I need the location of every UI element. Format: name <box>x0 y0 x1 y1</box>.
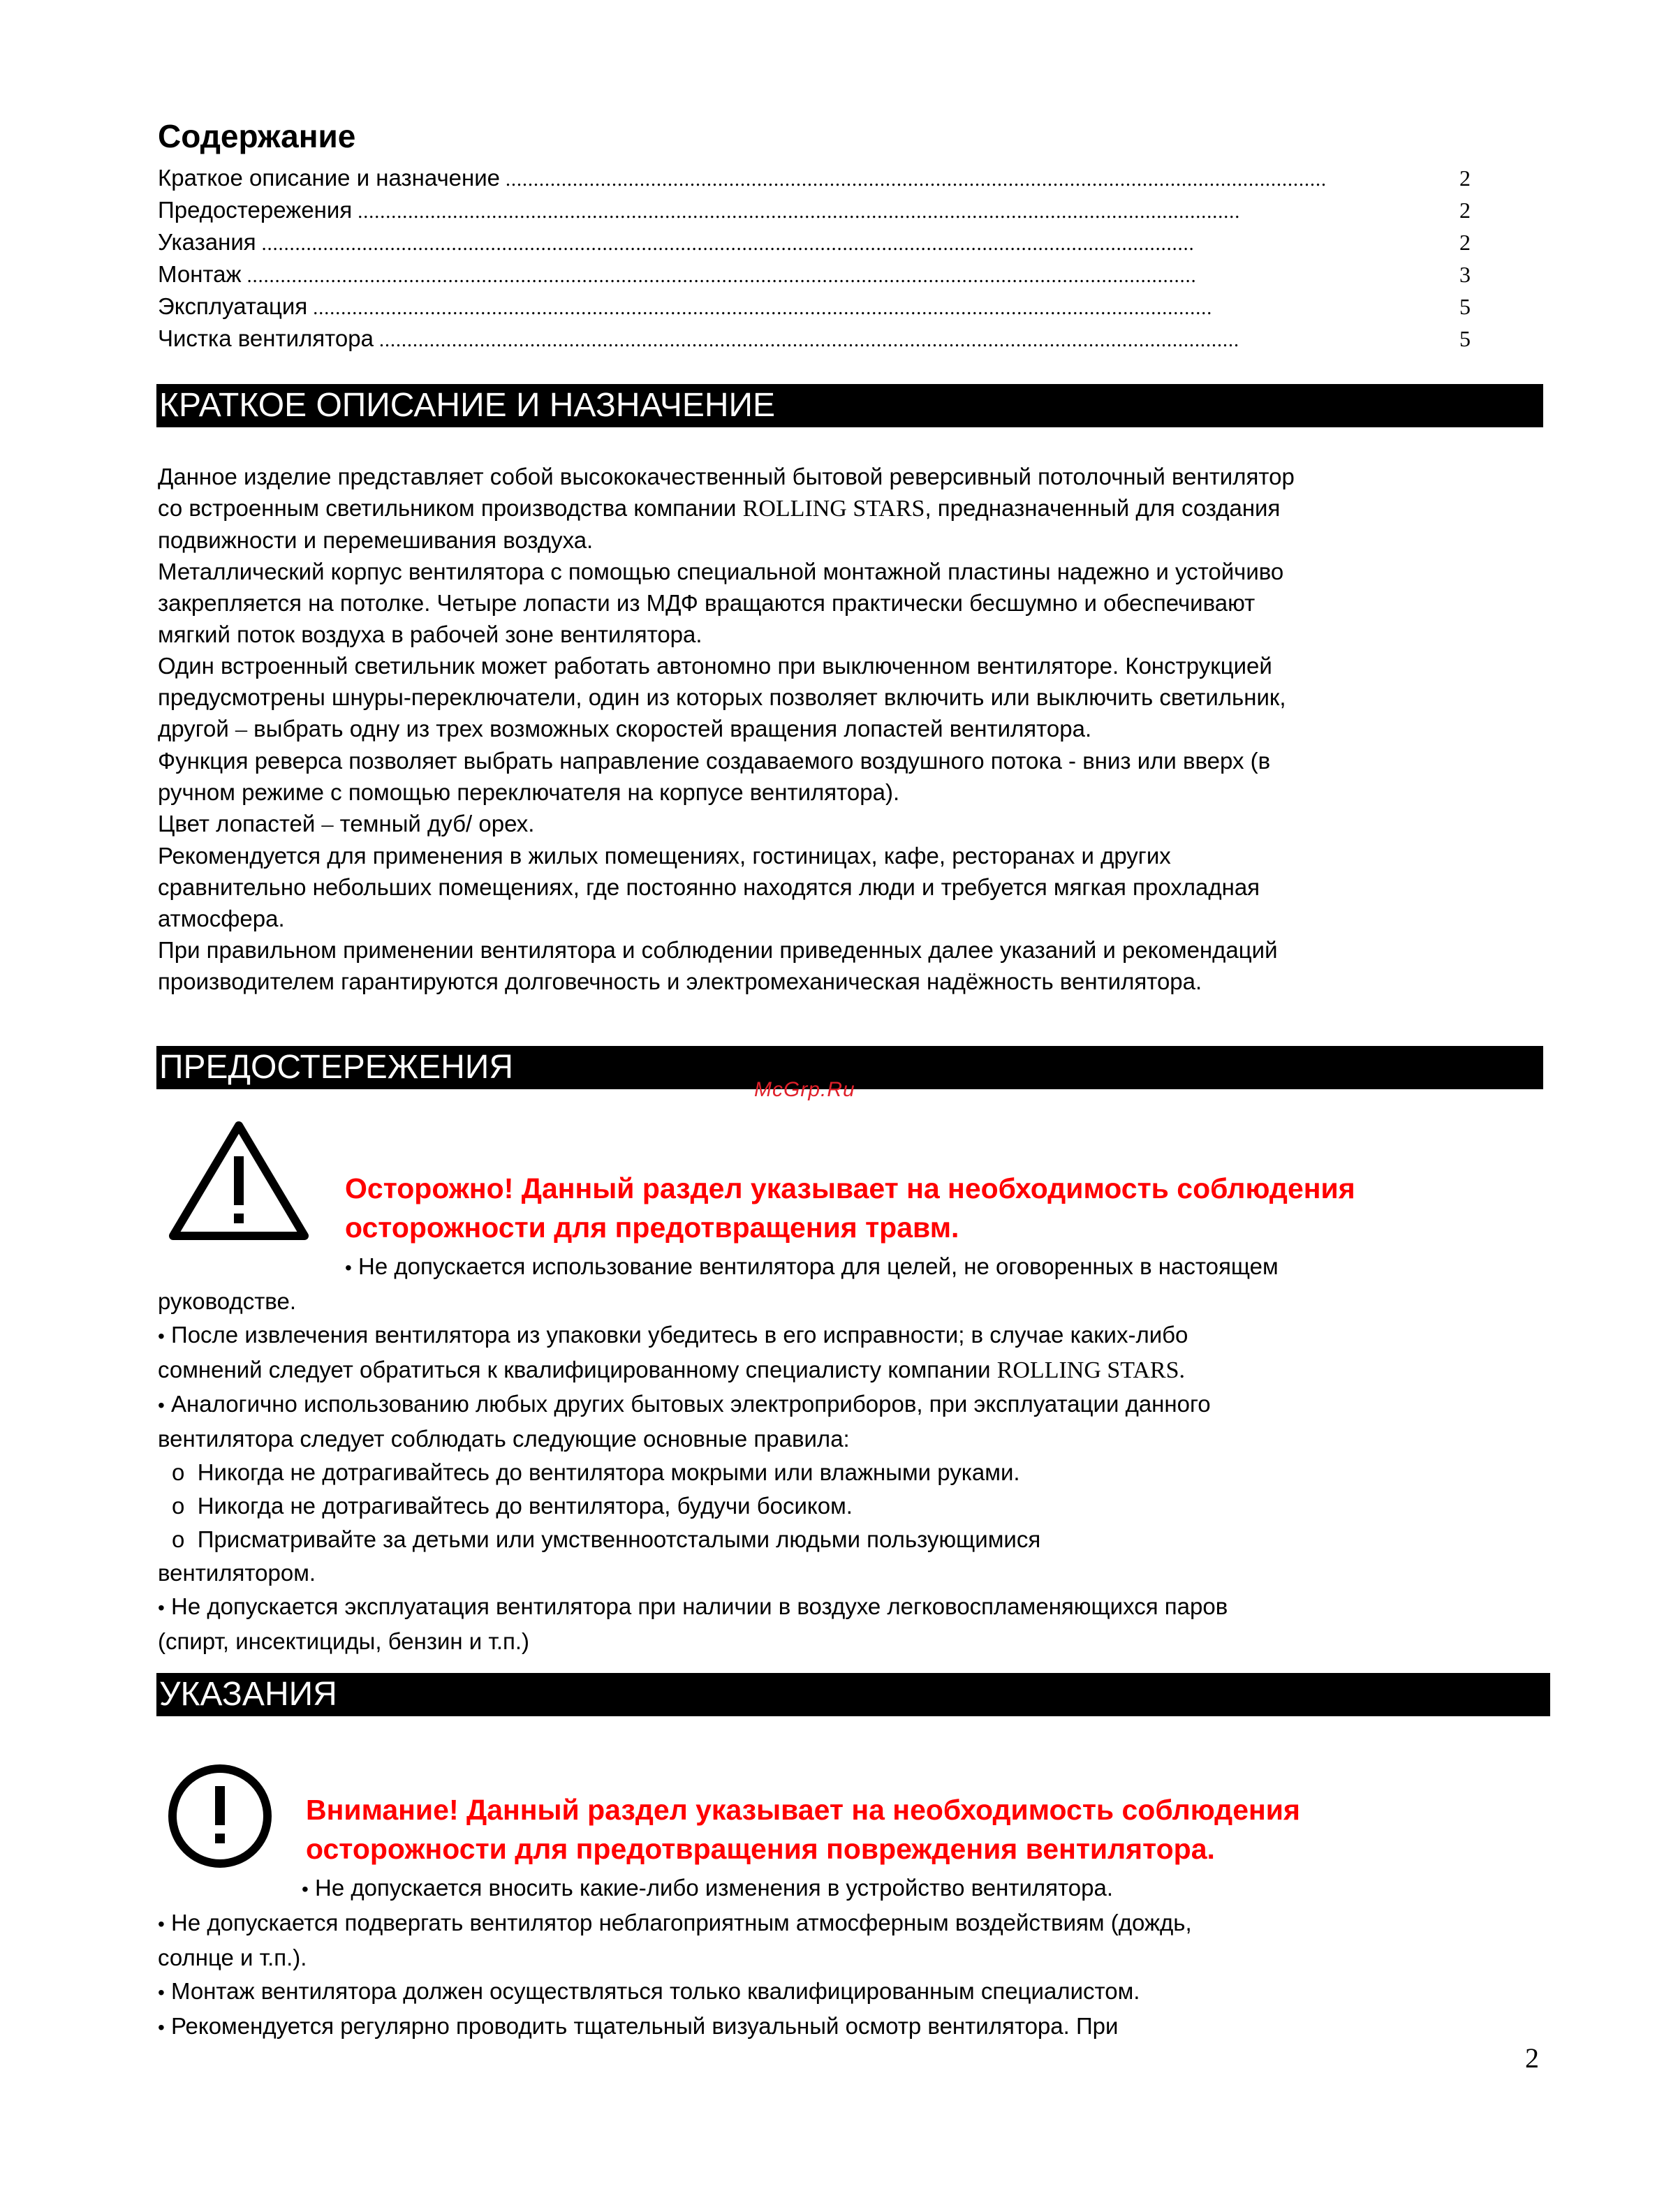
toc-item-label: Предостережения <box>158 197 353 223</box>
toc-leader-dots: ................................................................................................................................................... <box>506 169 1327 191</box>
attention-heading-line: Внимание! Данный раздел указывает на необходимость соблюдения <box>306 1794 1300 1826</box>
list-item: • После извлечения вентилятора из упаковки убедитесь в его исправности; в случае каких-либо <box>158 1322 1188 1348</box>
text-line: ручном режиме с помощью переключателя на корпусе вентилятора). <box>158 779 900 805</box>
toc-item-page: 5 <box>1459 326 1471 351</box>
list-item: • Не допускается использование вентилятора для целей, не оговоренных в настоящем <box>345 1253 1279 1279</box>
text-line: При правильном применении вентилятора и соблюдении приведенных далее указаний и рекомендаций <box>158 937 1278 963</box>
toc-item[interactable] <box>158 194 1471 226</box>
text-line: Рекомендуется для применения в жилых помещениях, гостиницах, кафе, ресторанах и других <box>158 843 1171 869</box>
text-line: Цвет лопастей – темный дуб/ орех. <box>158 811 535 837</box>
toc-leader-dots: ....................................................................................................................................................................... <box>261 233 1195 255</box>
toc-item-label: Указания <box>158 229 256 255</box>
list-item: • Не допускается подвергать вентилятор неблагоприятным атмосферным воздействиям (дождь, <box>158 1910 1192 1936</box>
sub-list-item: o Никогда не дотрагивайтесь до вентилятора мокрыми или влажными руками. <box>172 1459 1020 1485</box>
sub-list-item: o Никогда не дотрагивайтесь до вентилятора, будучи босиком. <box>172 1493 853 1519</box>
list-item: • Не допускается вносить какие-либо изменения в устройство вентилятора. <box>302 1875 1113 1901</box>
list-item-continuation: вентилятора следует соблюдать следующие основные правила: <box>158 1426 850 1452</box>
text-line: Один встроенный светильник может работать автономно при выключенном вентиляторе. Конструкцией <box>158 653 1272 679</box>
toc-item[interactable] <box>158 290 1471 323</box>
description-text <box>158 461 1540 997</box>
toc-leader-dots: ................................................................................................................................................................. <box>313 297 1213 319</box>
warning-heading-line: осторожности для предотвращения травм. <box>345 1211 959 1244</box>
text-line: сравнительно небольших помещениях, где постоянно находятся люди и требуется мягкая прохладная <box>158 874 1260 900</box>
text-line: атмосфера. <box>158 906 285 931</box>
warnings-list <box>158 1250 1540 1658</box>
list-item: • Не допускается эксплуатация вентилятора при наличии в воздухе легковоспламеняющихся паров <box>158 1593 1228 1619</box>
attention-circle-icon <box>163 1760 277 1873</box>
text-line: мягкий поток воздуха в рабочей зоне вентилятора. <box>158 621 702 647</box>
warning-heading-line: Осторожно! Данный раздел указывает на необходимость соблюдения <box>345 1172 1355 1204</box>
text-line: Металлический корпус вентилятора с помощью специальной монтажной пластины надежно и устойчиво <box>158 559 1284 584</box>
toc-leader-dots: .......................................................................................................................................................................... <box>246 265 1197 287</box>
list-item: • Монтаж вентилятора должен осуществляться только квалифицированным специалистом. <box>158 1978 1140 2004</box>
text-line: производителем гарантируются долговечность и электромеханическая надёжность вентилятора. <box>158 968 1202 994</box>
toc-item[interactable] <box>158 226 1471 258</box>
toc-item-label: Краткое описание и назначение <box>158 165 501 191</box>
toc-leader-dots: .............................................................................................................................................................. <box>358 201 1241 223</box>
toc-item-page: 3 <box>1459 262 1471 287</box>
toc-item[interactable] <box>158 162 1471 194</box>
list-item: • Аналогично использованию любых других бытовых электроприборов, при эксплуатации данного <box>158 1391 1211 1417</box>
page-number: 2 <box>1525 2042 1539 2074</box>
text-line: закрепляется на потолке. Четыре лопасти из МДФ вращаются практически бесшумно и обеспечивают <box>158 590 1256 616</box>
instructions-list <box>158 1871 1540 2044</box>
section-header-instructions: УКАЗАНИЯ <box>156 1673 1550 1716</box>
text-line: Данное изделие представляет собой высококачественный бытовой реверсивный потолочный вентилятор <box>158 464 1295 489</box>
toc-item-page: 2 <box>1459 165 1471 191</box>
sub-list-item: o Присматривайте за детьми или умственноотсталыми людьми пользующимися <box>172 1526 1041 1552</box>
section-header-description: КРАТКОЕ ОПИСАНИЕ И НАЗНАЧЕНИЕ <box>156 384 1543 427</box>
warning-heading <box>345 1169 1355 1247</box>
text-line: Функция реверса позволяет выбрать направление создаваемого воздушного потока - вниз или вверх (в <box>158 748 1271 774</box>
table-of-contents <box>158 162 1471 355</box>
text-line: подвижности и перемешивания воздуха. <box>158 527 594 553</box>
watermark: McGrp.Ru <box>754 1078 855 1101</box>
warning-triangle-icon <box>156 1113 321 1250</box>
attention-heading <box>306 1790 1300 1868</box>
text-line: другой – выбрать одну из трех возможных скоростей вращения лопастей вентилятора. <box>158 716 1092 742</box>
list-item-continuation: солнце и т.п.). <box>158 1945 307 1970</box>
list-item-continuation: вентилятором. <box>158 1560 316 1586</box>
list-item-continuation: сомнений следует обратиться к квалифицированному специалисту компании ROLLING STARS. <box>158 1357 1185 1383</box>
list-item-continuation: (спирт, инсектициды, бензин и т.п.) <box>158 1628 530 1654</box>
toc-item-page: 2 <box>1459 230 1471 255</box>
toc-item-page: 2 <box>1459 198 1471 223</box>
toc-item-page: 5 <box>1459 294 1471 319</box>
section-header-warnings: ПРЕДОСТЕРЕЖЕНИЯ <box>156 1046 1543 1089</box>
attention-heading-line: осторожности для предотвращения повреждения вентилятора. <box>306 1833 1215 1865</box>
toc-item-label: Монтаж <box>158 261 242 287</box>
list-item-continuation: руководстве. <box>158 1288 296 1314</box>
toc-item[interactable] <box>158 258 1471 290</box>
toc-item[interactable] <box>158 323 1471 355</box>
text-line: со встроенным светильником производства компании ROLLING STARS, предназначенный для создания <box>158 495 1281 522</box>
text-line: предусмотрены шнуры-переключатели, один из которых позволяет включить или выключить светильник, <box>158 684 1286 710</box>
toc-item-label: Эксплуатация <box>158 293 308 319</box>
toc-leader-dots: .......................................................................................................................................................... <box>378 330 1239 351</box>
toc-title: Содержание <box>158 118 356 154</box>
toc-item-label: Чистка вентилятора <box>158 325 374 351</box>
list-item: • Рекомендуется регулярно проводить тщательный визуальный осмотр вентилятора. При <box>158 2013 1119 2039</box>
